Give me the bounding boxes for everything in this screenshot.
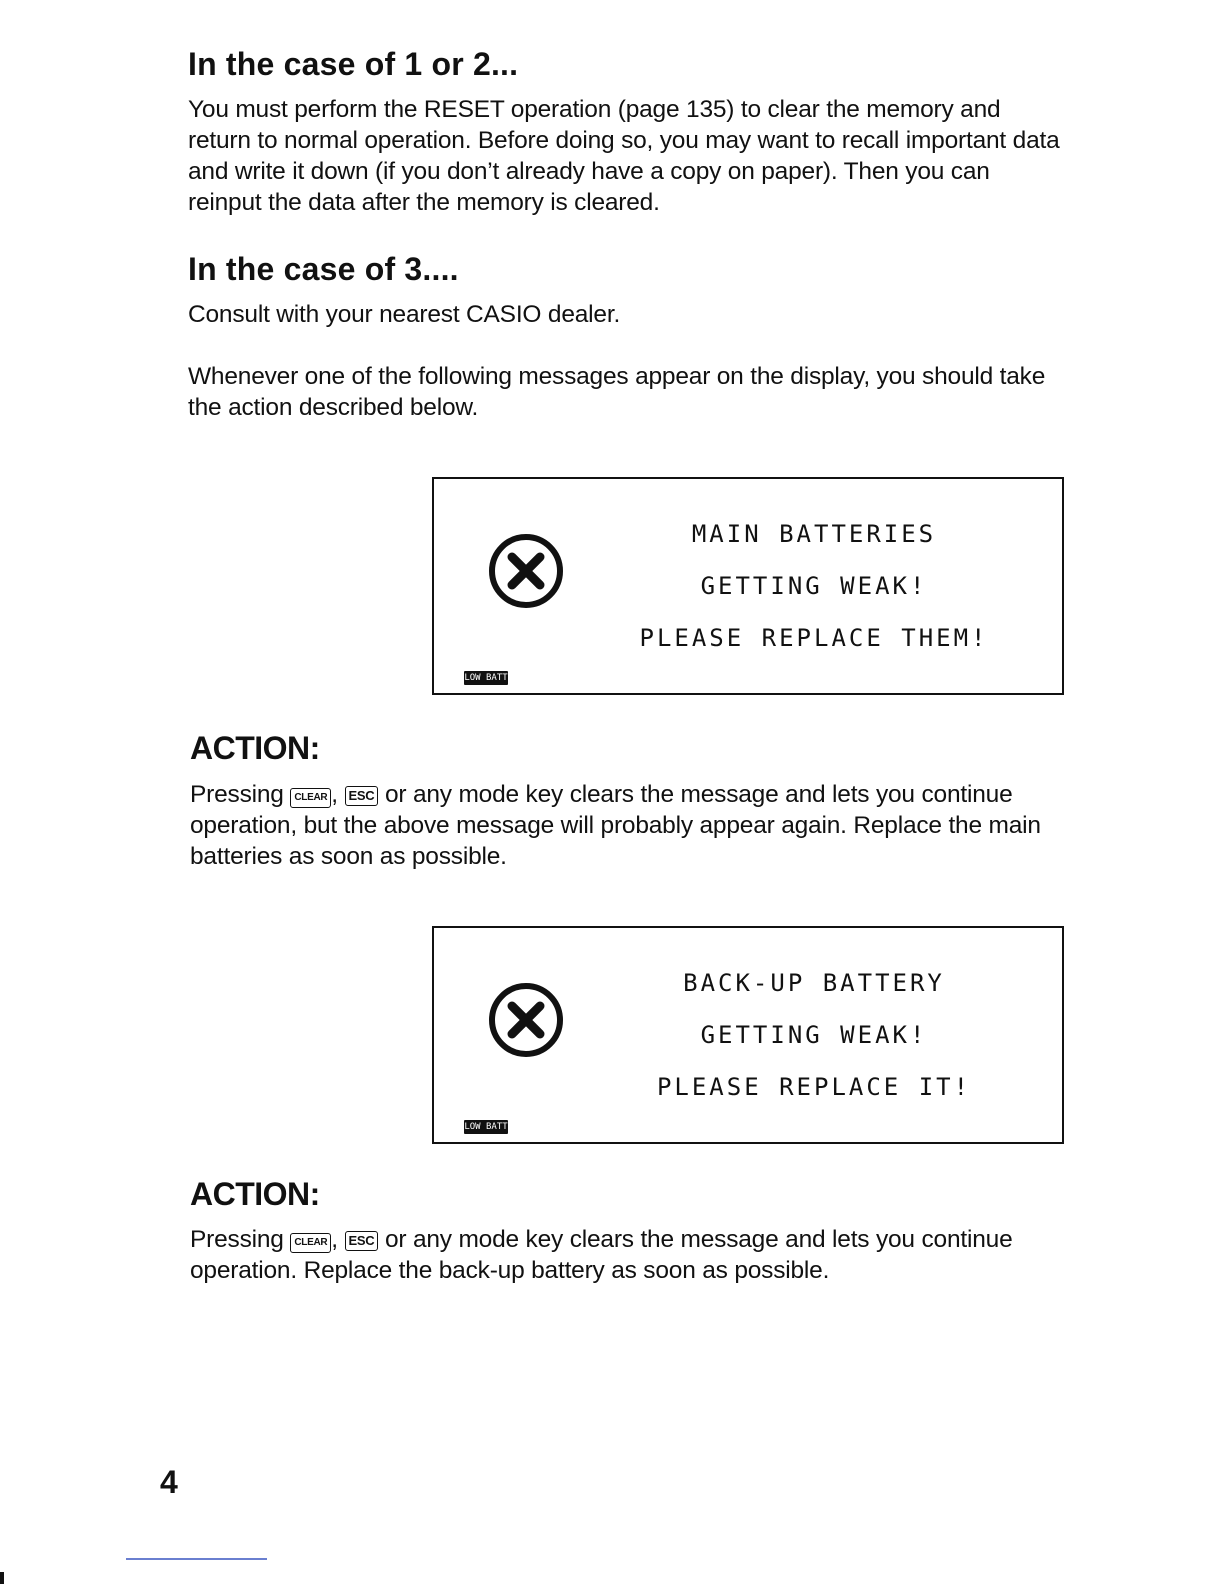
paragraph-consult-dealer: Consult with your nearest CASIO dealer. bbox=[188, 301, 621, 328]
action-heading-1: ACTION: bbox=[190, 730, 320, 766]
display-main-batteries-warning bbox=[432, 477, 1064, 695]
display-line-2: GETTING WEAK! bbox=[700, 1021, 928, 1049]
paragraph-action-1 bbox=[190, 779, 1070, 872]
circled-x-icon bbox=[486, 531, 566, 611]
comma: , bbox=[331, 781, 338, 808]
display-line-2: GETTING WEAK! bbox=[700, 572, 928, 600]
esc-key-icon: ESC bbox=[345, 786, 379, 806]
heading-case-3: In the case of 3.... bbox=[188, 251, 459, 287]
action-heading-2: ACTION: bbox=[190, 1176, 320, 1212]
display-line-3: PLEASE REPLACE IT! bbox=[656, 1073, 972, 1101]
action-suffix: or any mode key clears the message and lets you continue operation. Replace the back-up battery as soon as possible. bbox=[190, 1226, 1013, 1284]
comma: , bbox=[331, 1226, 338, 1253]
low-battery-indicator: LOW BATT bbox=[464, 673, 508, 683]
display-line-1: MAIN BATTERIES bbox=[691, 520, 937, 548]
action-prefix: Pressing bbox=[190, 781, 284, 808]
action-prefix: Pressing bbox=[190, 1226, 284, 1253]
paragraph-action-2 bbox=[190, 1224, 1070, 1286]
display-line-1: BACK-UP BATTERY bbox=[683, 969, 945, 997]
bottom-rule bbox=[126, 1558, 267, 1560]
corner-mark bbox=[0, 1572, 4, 1584]
clear-key-icon: CLEAR bbox=[290, 788, 331, 808]
paragraph-reset-instructions: You must perform the RESET operation (page 135) to clear the memory and return to normal operation. Before doing so, you may want to recall important data and write it down (if you don’t already have a copy on paper). Then you can reinput the data after the memory is cleared. bbox=[188, 96, 1060, 216]
page-number: 4 bbox=[160, 1464, 178, 1500]
heading-case-1-or-2: In the case of 1 or 2... bbox=[188, 46, 519, 82]
clear-key-icon: CLEAR bbox=[290, 1233, 331, 1253]
circled-x-icon bbox=[486, 980, 566, 1060]
action-suffix: or any mode key clears the message and lets you continue operation, but the above message will probably appear again. Replace the main batteries as soon as possible. bbox=[190, 781, 1041, 870]
low-battery-indicator: LOW BATT bbox=[464, 1122, 508, 1132]
display-line-3: PLEASE REPLACE THEM! bbox=[639, 624, 989, 652]
esc-key-icon: ESC bbox=[345, 1231, 379, 1251]
paragraph-intro-messages: Whenever one of the following messages appear on the display, you should take the action described below. bbox=[188, 363, 1046, 421]
display-backup-battery-warning bbox=[432, 926, 1064, 1144]
